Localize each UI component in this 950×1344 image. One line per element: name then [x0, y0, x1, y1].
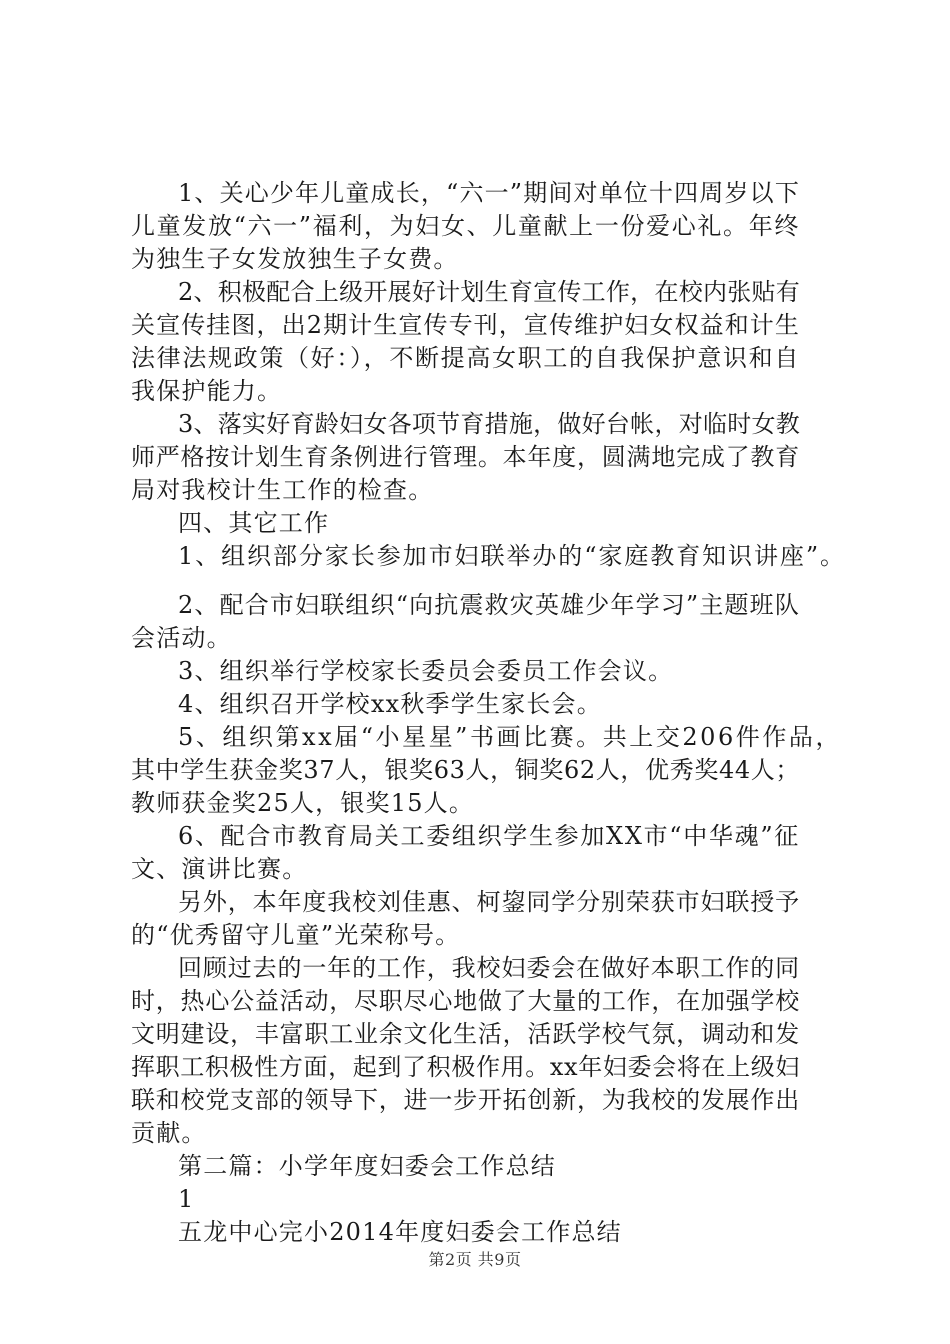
body-line: 5、组织第xx届“小星星”书画比赛。共上交206件作品，: [178, 723, 842, 751]
body-line: 2、配合市妇联组织“向抗震救灾英雄少年学习”主题班队: [178, 591, 800, 619]
body-line: 6、配合市教育局关工委组织学生参加XX市“中华魂”征: [178, 822, 800, 850]
body-line: 我保护能力。: [131, 377, 283, 405]
body-line: 贡献。: [131, 1119, 207, 1147]
body-line: 的“优秀留守儿童”光荣称号。: [131, 921, 461, 949]
body-line: 挥职工积极性方面，起到了积极作用。xx年妇委会将在上级妇: [131, 1053, 800, 1081]
body-line: 五龙中心完小2014年度妇委会工作总结: [178, 1218, 622, 1246]
body-line: 为独生子女发放独生子女费。: [131, 245, 459, 273]
body-line: 关宣传挂图，出2期计生宣传专刊，宣传维护妇女权益和计生: [131, 311, 800, 339]
body-line: 2、积极配合上级开展好计划生育宣传工作，在校内张贴有: [178, 278, 800, 306]
body-line: 1、关心少年儿童成长，“六一”期间对单位十四周岁以下: [178, 179, 800, 207]
body-line: 其中学生获金奖37人，银奖63人，铜奖62人，优秀奖44人；: [131, 756, 800, 784]
body-line: 1、组织部分家长参加市妇联举办的“家庭教育知识讲座”。: [178, 542, 846, 570]
body-line: 儿童发放“六一”福利，为妇女、儿童献上一份爱心礼。年终: [131, 212, 800, 240]
body-line: 第二篇：小学年度妇委会工作总结: [178, 1152, 556, 1180]
page-footer: 第2页 共9页: [428, 1250, 522, 1269]
body-line: 教师获金奖25人，银奖15人。: [131, 789, 475, 817]
body-line: 文、演讲比赛。: [131, 855, 308, 883]
body-line: 四、其它工作: [178, 509, 330, 537]
body-line: 回顾过去的一年的工作，我校妇委会在做好本职工作的同: [178, 954, 800, 982]
body-line: 会活动。: [131, 624, 232, 652]
body-line: 法律法规政策（好：），不断提高女职工的自我保护意识和自: [131, 344, 800, 372]
body-line: 3、组织举行学校家长委员会委员工作会议。: [178, 657, 674, 685]
body-line: 时，热心公益活动，尽职尽心地做了大量的工作，在加强学校: [131, 987, 800, 1015]
body-line: 师严格按计划生育条例进行管理。本年度，圆满地完成了教育: [131, 443, 800, 471]
body-line: 联和校党支部的领导下，进一步开拓创新，为我校的发展作出: [131, 1086, 800, 1114]
body-line: 1: [178, 1185, 195, 1213]
body-line: 文明建设，丰富职工业余文化生活，活跃学校气氛，调动和发: [131, 1020, 800, 1048]
body-line: 4、组织召开学校xx秋季学生家长会。: [178, 690, 602, 718]
body-line: 局对我校计生工作的检查。: [131, 476, 434, 504]
body-line: 3、落实好育龄妇女各项节育措施，做好台帐，对临时女教: [178, 410, 800, 438]
body-line: 另外，本年度我校刘佳惠、柯鋆同学分别荣获市妇联授予: [178, 888, 800, 916]
